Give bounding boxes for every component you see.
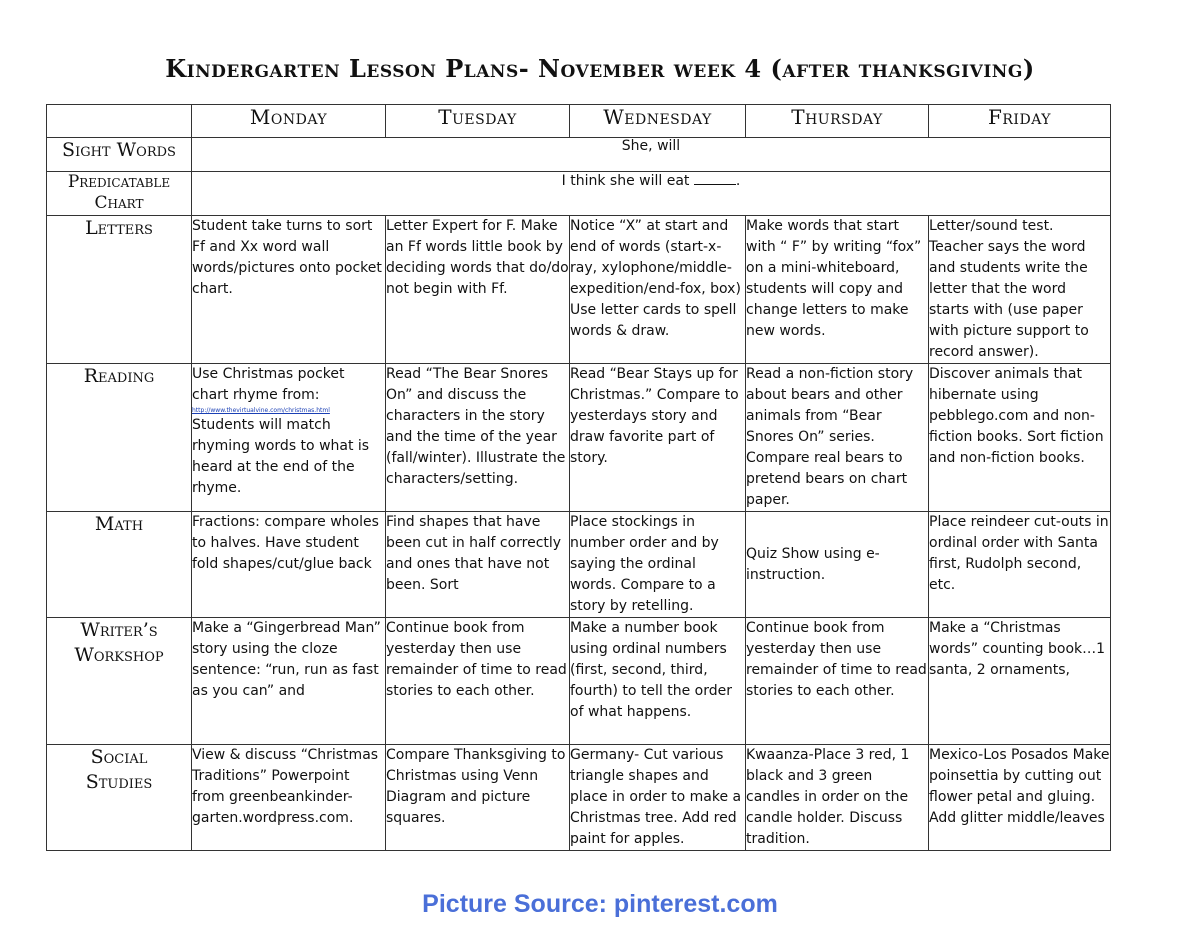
day-header-friday: Friday (929, 105, 1111, 138)
letters-monday: Student take turns to sort Ff and Xx word wall words/pictures onto pocket chart. (192, 216, 386, 364)
day-header-monday: Monday (192, 105, 386, 138)
reading-monday-text: Use Christmas pocket chart rhyme from: (192, 366, 345, 403)
row-label-letters: Letters (47, 216, 192, 364)
corner-cell (47, 105, 192, 138)
letters-wednesday: Notice “X” at start and end of words (start-x-ray, xylophone/middle-expedition/end-fox, box) Use letter cards to spell words & draw. (570, 216, 746, 364)
row-label-writers-workshop (47, 618, 192, 745)
reading-monday-text: Students will match rhyming words to what is heard at the end of the rhyme. (192, 417, 370, 496)
predictable-chart-prefix: I think she will eat (561, 173, 690, 189)
reading-wednesday: Read “Bear Stays up for Christmas.” Compare to yesterdays story and draw favorite part of story. (570, 364, 746, 512)
header-row (47, 105, 1111, 138)
math-tuesday: Find shapes that have been cut in half correctly and ones that have not been. Sort (386, 512, 570, 618)
letters-tuesday: Letter Expert for F. Make an Ff words little book by deciding words that do/do not begin with Ff. (386, 216, 570, 364)
writers-workshop-wednesday: Make a number book using ordinal numbers (first, second, third, fourth) to tell the order of what happens. (570, 618, 746, 745)
math-wednesday: Place stockings in number order and by saying the ordinal words. Compare to a story by retelling. (570, 512, 746, 618)
predictable-chart-row (47, 172, 1111, 216)
day-header-tuesday: Tuesday (386, 105, 570, 138)
row-label-line: Chart (94, 193, 144, 213)
writers-workshop-friday: Make a “Christmas words” counting book…1 santa, 2 ornaments, (929, 618, 1111, 745)
row-label-social-studies (47, 745, 192, 851)
day-header-thursday: Thursday (746, 105, 929, 138)
social-studies-wednesday: Germany- Cut various triangle shapes and place in order to make a Christmas tree. Add red paint for apples. (570, 745, 746, 851)
reading-row (47, 364, 1111, 512)
math-row (47, 512, 1111, 618)
row-label-sight-words: Sight Words (47, 138, 192, 172)
letters-thursday: Make words that start with “ F” by writing “fox” on a mini-whiteboard, students will copy and change letters to make new words. (746, 216, 929, 364)
social-studies-monday: View & discuss “Christmas Traditions” Powerpoint from greenbeankinder-garten.wordpress.com. (192, 745, 386, 851)
math-thursday: Quiz Show using e-instruction. (746, 512, 929, 618)
writers-workshop-monday: Make a “Gingerbread Man” story using the cloze sentence: “run, run as fast as you can” and (192, 618, 386, 745)
reading-friday: Discover animals that hibernate using pebblego.com and non-fiction books. Sort fiction and non-fiction books. (929, 364, 1111, 512)
day-header-wednesday: Wednesday (570, 105, 746, 138)
rhyme-link[interactable]: http://www.thevirtualvine.com/christmas.html (192, 407, 330, 414)
reading-monday (192, 364, 386, 512)
predictable-chart-suffix: . (735, 173, 741, 189)
blank-line (694, 172, 736, 185)
predictable-chart-value (192, 172, 1111, 216)
writers-workshop-row (47, 618, 1111, 745)
reading-thursday: Read a non-fiction story about bears and other animals from “Bear Snores On” series. Compare real bears to pretend bears on chart paper. (746, 364, 929, 512)
sight-words-value: She, will (192, 138, 1111, 172)
row-label-line: Social (90, 746, 148, 768)
row-label-math: Math (47, 512, 192, 618)
math-monday: Fractions: compare wholes to halves. Have student fold shapes/cut/glue back (192, 512, 386, 618)
sight-words-row (47, 138, 1111, 172)
math-friday: Place reindeer cut-outs in ordinal order with Santa first, Rudolph second, etc. (929, 512, 1111, 618)
page-title: Kindergarten Lesson Plans- November week 4 (after thanksgiving) (165, 54, 1035, 83)
row-label-line: Workshop (74, 644, 164, 666)
row-label-reading: Reading (47, 364, 192, 512)
row-label-predictable-chart (47, 172, 192, 216)
social-studies-thursday: Kwaanza-Place 3 red, 1 black and 3 green candles in order on the candle holder. Discuss tradition. (746, 745, 929, 851)
social-studies-row (47, 745, 1111, 851)
letters-friday: Letter/sound test. Teacher says the word and students write the letter that the word starts with (use paper with picture support to record answer). (929, 216, 1111, 364)
lesson-plan-table (46, 104, 1111, 851)
social-studies-tuesday: Compare Thanksgiving to Christmas using Venn Diagram and picture squares. (386, 745, 570, 851)
row-label-line: Studies (85, 771, 153, 793)
row-label-line: Predicatable (67, 172, 171, 192)
letters-row (47, 216, 1111, 364)
writers-workshop-thursday: Continue book from yesterday then use remainder of time to read stories to each other. (746, 618, 929, 745)
row-label-line: Writer’s (80, 619, 158, 641)
picture-source-caption: Picture Source: pinterest.com (422, 890, 778, 918)
social-studies-friday: Mexico-Los Posados Make poinsettia by cutting out flower petal and gluing. Add glitter middle/leaves (929, 745, 1111, 851)
writers-workshop-tuesday: Continue book from yesterday then use remainder of time to read stories to each other. (386, 618, 570, 745)
reading-tuesday: Read “The Bear Snores On” and discuss the characters in the story and the time of the year (fall/winter). Illustrate the characters/setting. (386, 364, 570, 512)
